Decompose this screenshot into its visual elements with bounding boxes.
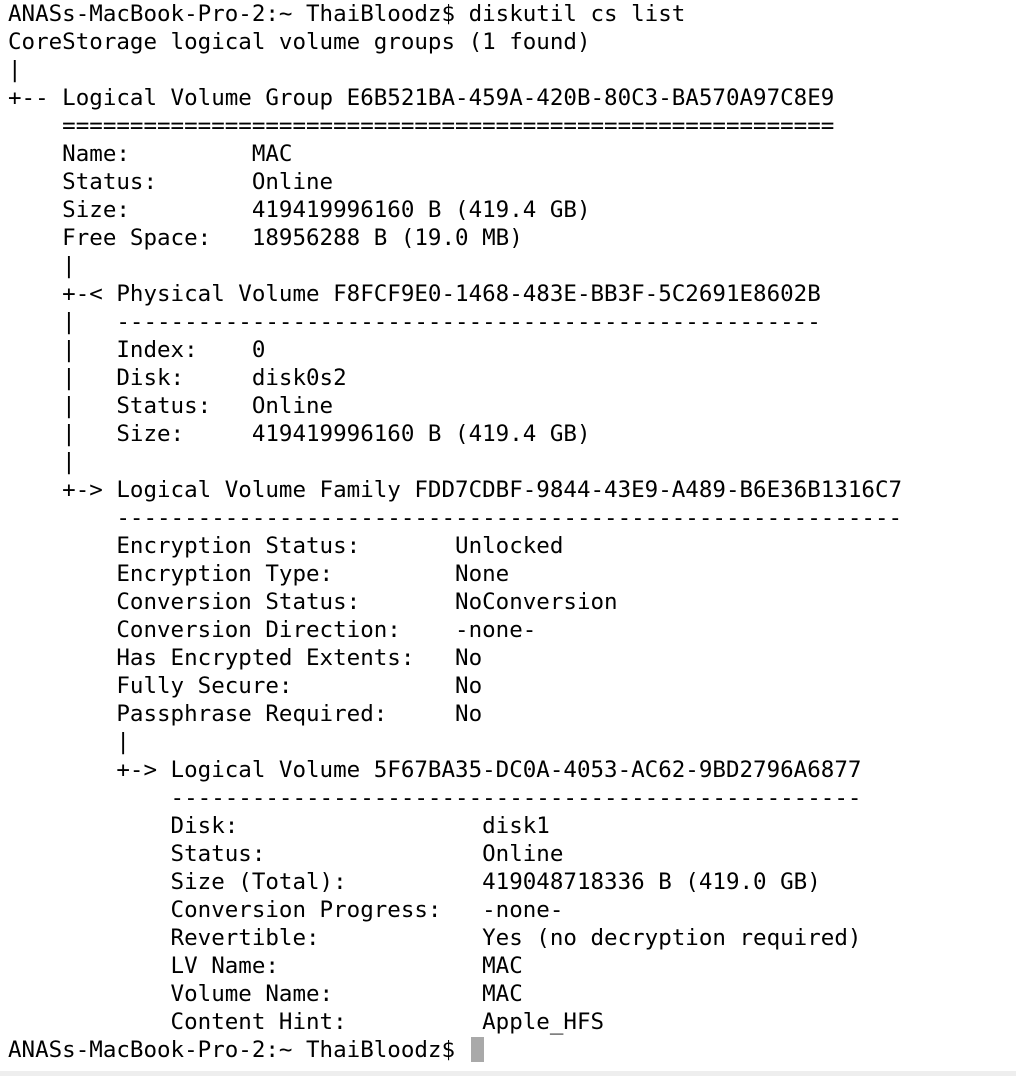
output-pv-status: | Status: Online	[8, 393, 334, 419]
output-lvg-size: Size: 419419996160 B (419.4 GB)	[8, 197, 591, 223]
output-lv-conversion-progress: Conversion Progress: -none-	[8, 897, 564, 923]
output-tree-connector: |	[8, 449, 76, 475]
output-separator: ---------------------------------------------------	[8, 785, 862, 811]
output-pv-header: +-< Physical Volume F8FCF9E0-1468-483E-BB3F-5C2691E8602B	[8, 281, 821, 307]
prompt-line[interactable]	[8, 1036, 1016, 1064]
output-lvf-header: +-> Logical Volume Family FDD7CDBF-9844-43E9-A489-B6E36B1316C7	[8, 477, 903, 503]
output-lvg-status: Status: Online	[8, 169, 334, 195]
output-pv-size: | Size: 419419996160 B (419.4 GB)	[8, 421, 591, 447]
output-lv-size: Size (Total): 419048718336 B (419.0 GB)	[8, 869, 821, 895]
output-lvf-conversion-status: Conversion Status: NoConversion	[8, 589, 618, 615]
output-lv-name: LV Name: MAC	[8, 953, 523, 979]
output-lvf-passphrase-required: Passphrase Required: No	[8, 701, 483, 727]
output-lv-revertible: Revertible: Yes (no decryption required)	[8, 925, 862, 951]
window-bottom-edge	[0, 1071, 1016, 1076]
output-groups-count: CoreStorage logical volume groups (1 found)	[8, 29, 591, 55]
output-lv-disk: Disk: disk1	[8, 813, 550, 839]
output-tree-connector: |	[8, 57, 22, 83]
output-lvf-conversion-direction: Conversion Direction: -none-	[8, 617, 537, 643]
output-separator: =========================================================	[8, 113, 835, 139]
output-lvg-name: Name: MAC	[8, 141, 293, 167]
output-lvf-encryption-status: Encryption Status: Unlocked	[8, 533, 564, 559]
output-lv-content-hint: Content Hint: Apple_HFS	[8, 1009, 605, 1035]
output-lvf-fully-secure: Fully Secure: No	[8, 673, 483, 699]
output-tree-connector: |	[8, 729, 130, 755]
output-lv-status: Status: Online	[8, 841, 564, 867]
output-lvg-header: +-- Logical Volume Group E6B521BA-459A-420B-80C3-BA570A97C8E9	[8, 85, 835, 111]
output-lv-header: +-> Logical Volume 5F67BA35-DC0A-4053-AC62-9BD2796A6877	[8, 757, 862, 783]
output-separator: | ----------------------------------------------------	[8, 309, 821, 335]
output-lv-volume-name: Volume Name: MAC	[8, 981, 523, 1007]
output-lvf-encryption-type: Encryption Type: None	[8, 561, 510, 587]
output-separator: ----------------------------------------------------------	[8, 505, 903, 531]
output-lvg-free-space: Free Space: 18956288 B (19.0 MB)	[8, 225, 523, 251]
shell-prompt: ANASs-MacBook-Pro-2:~ ThaiBloodz$	[8, 1037, 469, 1063]
command-line: ANASs-MacBook-Pro-2:~ ThaiBloodz$ diskutil cs list	[8, 1, 686, 27]
output-pv-disk: | Disk: disk0s2	[8, 365, 347, 391]
output-pv-index: | Index: 0	[8, 337, 266, 363]
text-cursor	[471, 1037, 484, 1062]
output-tree-connector: |	[8, 253, 76, 279]
output-lvf-encrypted-extents: Has Encrypted Extents: No	[8, 645, 483, 671]
